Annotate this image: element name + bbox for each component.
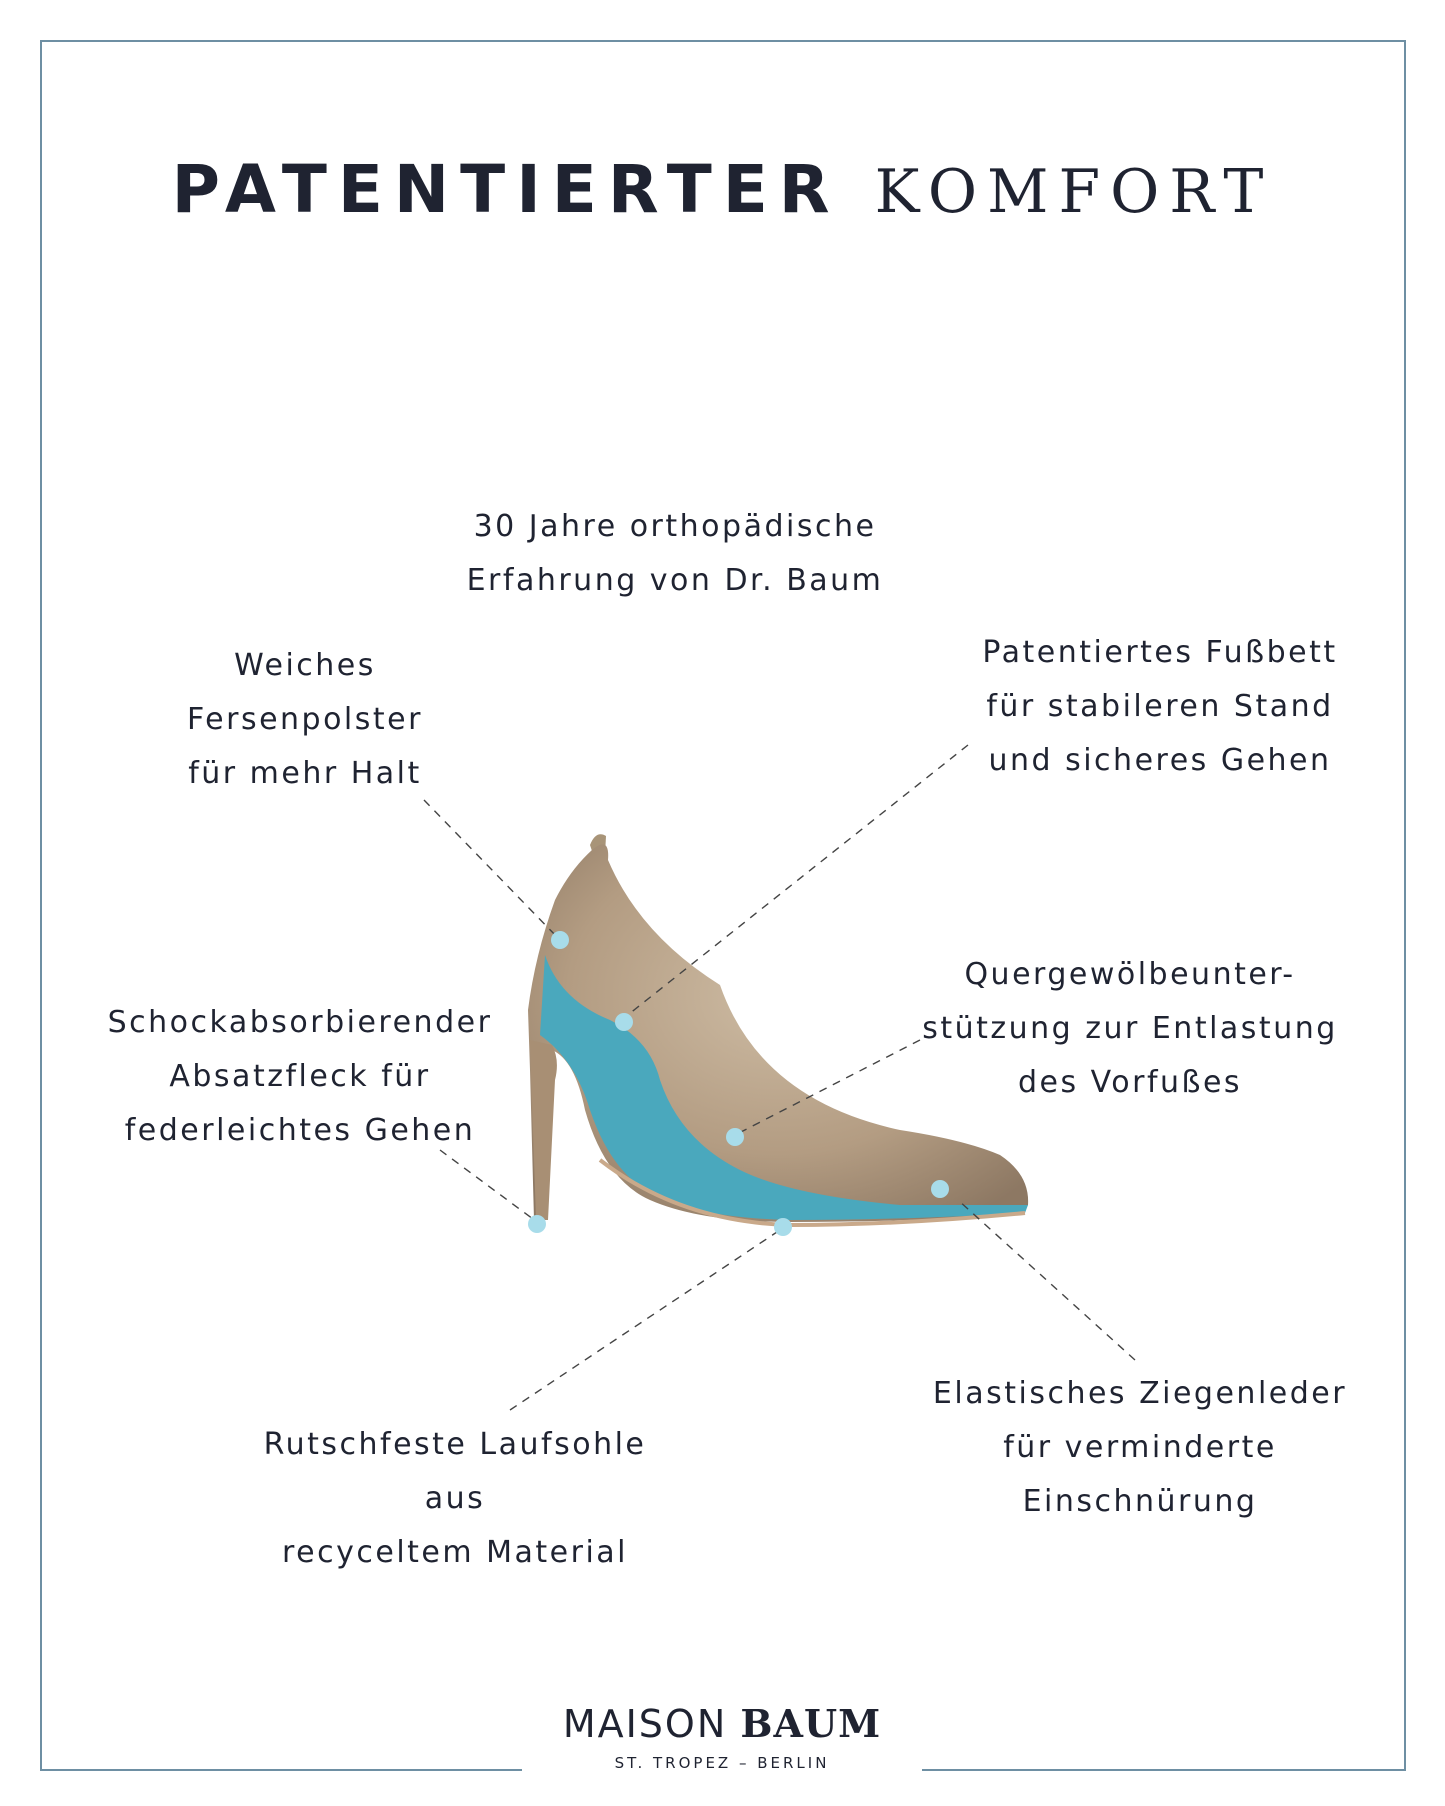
leader-leather [958,1200,1135,1360]
dot-heel-pad [551,931,569,949]
feature-sole-line1: Rutschfeste Laufsohle [263,1427,647,1462]
feature-heel-cap-line1: Schockabsorbierender [107,1005,493,1040]
feature-heel-cap-line3: federleichtes Gehen [124,1113,476,1148]
dot-sole [774,1218,792,1236]
feature-heel-cap-line2: Absatzfleck für [169,1059,431,1094]
logo-word1: MAISON [562,1702,728,1746]
feature-arch-line2: stützung zur Entlastung [922,1011,1338,1046]
feature-footbed [960,626,1360,788]
logo-tagline: ST. TROPEZ – BERLIN [614,1754,830,1772]
feature-leather-line3: Einschnürung [1022,1484,1258,1519]
feature-heel-pad-line1: Weiches [234,648,376,683]
feature-heel-pad-line2: Fersenpolster [187,702,423,737]
feature-leather [920,1367,1360,1529]
feature-arch-line3: des Vorfußes [1017,1065,1243,1100]
brand-logo [522,1702,922,1772]
leader-heel-cap [440,1150,537,1222]
feature-footbed-line3: und sicheres Gehen [988,743,1332,778]
dot-footbed [615,1013,633,1031]
title-part1: PATENTIERTER [171,151,841,228]
feature-arch [910,948,1350,1110]
feature-experience [465,500,885,608]
logo-word2: BAUM [740,1701,882,1746]
feature-experience-line1: 30 Jahre orthopädische [473,509,877,544]
title-part2: KOMFORT [874,157,1274,227]
feature-arch-line1: Quergewölbeunter- [964,957,1296,992]
feature-heel-pad-line3: für mehr Halt [188,756,422,791]
dot-heel-cap [528,1215,546,1233]
feature-leather-line2: für verminderte [1003,1430,1277,1465]
feature-leather-line1: Elastisches Ziegenleder [932,1376,1348,1411]
feature-footbed-line2: für stabileren Stand [986,689,1334,724]
feature-sole-line3: recyceltem Material [281,1535,629,1570]
feature-sole [250,1418,660,1580]
feature-sole-line2: aus [424,1481,486,1516]
feature-experience-line2: Erfahrung von Dr. Baum [466,563,884,598]
leader-sole [510,1228,783,1410]
dot-arch [726,1128,744,1146]
feature-footbed-line1: Patentiertes Fußbett [982,635,1338,670]
dot-leather [931,1180,949,1198]
feature-heel-pad [155,639,455,801]
leader-heel-pad [424,800,560,940]
feature-heel-cap [90,996,510,1158]
logo-wordmark [522,1702,922,1746]
